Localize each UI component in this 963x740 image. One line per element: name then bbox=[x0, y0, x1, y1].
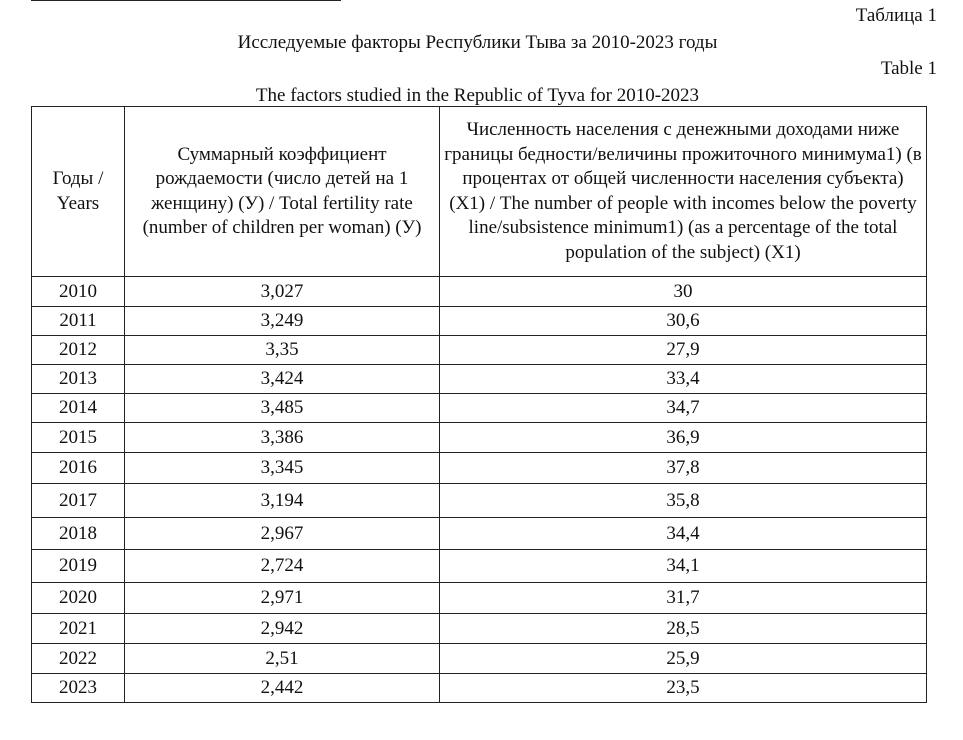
header-fertility-rate: Суммарный коэффициент рождаемости (число детей на 1 женщину) (У) / Total fertility rate (number of children per woman) (У) bbox=[125, 107, 440, 277]
poverty-share-cell: 34,1 bbox=[440, 550, 927, 583]
table-row bbox=[32, 277, 927, 307]
poverty-share-cell: 30,6 bbox=[440, 307, 927, 336]
table-row bbox=[32, 336, 927, 365]
poverty-share-cell: 27,9 bbox=[440, 336, 927, 365]
poverty-share-cell: 25,9 bbox=[440, 644, 927, 674]
table-row bbox=[32, 518, 927, 550]
table-row bbox=[32, 365, 927, 394]
poverty-share-cell: 23,5 bbox=[440, 674, 927, 703]
table-row bbox=[32, 550, 927, 583]
year-cell: 2022 bbox=[32, 644, 125, 674]
year-cell: 2021 bbox=[32, 614, 125, 644]
year-cell: 2015 bbox=[32, 423, 125, 453]
year-cell: 2016 bbox=[32, 453, 125, 484]
fertility-rate-cell: 3,345 bbox=[125, 453, 440, 484]
table-row bbox=[32, 583, 927, 614]
poverty-share-cell: 35,8 bbox=[440, 484, 927, 518]
fertility-rate-cell: 2,442 bbox=[125, 674, 440, 703]
table-row bbox=[32, 307, 927, 336]
year-cell: 2013 bbox=[32, 365, 125, 394]
header-poverty-share: Численность населения с денежными доходами ниже границы бедности/величины прожиточного минимума1) (в процентах от общей численности населения субъекта) (Х1) / The number of people with incomes below the poverty line/subsistence minimum1) (as a percentage of the total population of the subject) (X1) bbox=[440, 107, 927, 277]
table-title-ru: Исследуемые факторы Республики Тыва за 2010-2023 годы bbox=[237, 32, 718, 53]
table-row bbox=[32, 614, 927, 644]
table-row bbox=[32, 674, 927, 703]
fertility-rate-cell: 2,724 bbox=[125, 550, 440, 583]
year-cell: 2023 bbox=[32, 674, 125, 703]
fertility-rate-cell: 2,51 bbox=[125, 644, 440, 674]
fertility-rate-cell: 3,386 bbox=[125, 423, 440, 453]
fertility-rate-cell: 3,424 bbox=[125, 365, 440, 394]
year-cell: 2014 bbox=[32, 394, 125, 423]
year-cell: 2018 bbox=[32, 518, 125, 550]
header-years: Годы / Years bbox=[32, 107, 125, 277]
fertility-rate-cell: 3,485 bbox=[125, 394, 440, 423]
table-label-en: Table 1 bbox=[880, 58, 937, 79]
poverty-share-cell: 36,9 bbox=[440, 423, 927, 453]
poverty-share-cell: 28,5 bbox=[440, 614, 927, 644]
poverty-share-cell: 30 bbox=[440, 277, 927, 307]
table-title-en: The factors studied in the Republic of Tyva for 2010-2023 bbox=[255, 85, 700, 106]
factors-table bbox=[31, 106, 927, 703]
table-header-row bbox=[32, 107, 927, 277]
table-row bbox=[32, 423, 927, 453]
fertility-rate-cell: 3,027 bbox=[125, 277, 440, 307]
poverty-share-cell: 34,7 bbox=[440, 394, 927, 423]
year-cell: 2010 bbox=[32, 277, 125, 307]
table-row bbox=[32, 394, 927, 423]
poverty-share-cell: 31,7 bbox=[440, 583, 927, 614]
year-cell: 2017 bbox=[32, 484, 125, 518]
poverty-share-cell: 33,4 bbox=[440, 365, 927, 394]
fertility-rate-cell: 2,971 bbox=[125, 583, 440, 614]
poverty-share-cell: 34,4 bbox=[440, 518, 927, 550]
preceding-table-edge bbox=[31, 0, 341, 3]
fertility-rate-cell: 3,194 bbox=[125, 484, 440, 518]
fertility-rate-cell: 3,249 bbox=[125, 307, 440, 336]
poverty-share-cell: 37,8 bbox=[440, 453, 927, 484]
table-row bbox=[32, 644, 927, 674]
table-row bbox=[32, 484, 927, 518]
table-label-ru: Таблица 1 bbox=[855, 5, 937, 26]
fertility-rate-cell: 3,35 bbox=[125, 336, 440, 365]
table-row bbox=[32, 453, 927, 484]
year-cell: 2011 bbox=[32, 307, 125, 336]
year-cell: 2019 bbox=[32, 550, 125, 583]
table-body bbox=[32, 277, 927, 703]
fertility-rate-cell: 2,967 bbox=[125, 518, 440, 550]
fertility-rate-cell: 2,942 bbox=[125, 614, 440, 644]
year-cell: 2012 bbox=[32, 336, 125, 365]
year-cell: 2020 bbox=[32, 583, 125, 614]
